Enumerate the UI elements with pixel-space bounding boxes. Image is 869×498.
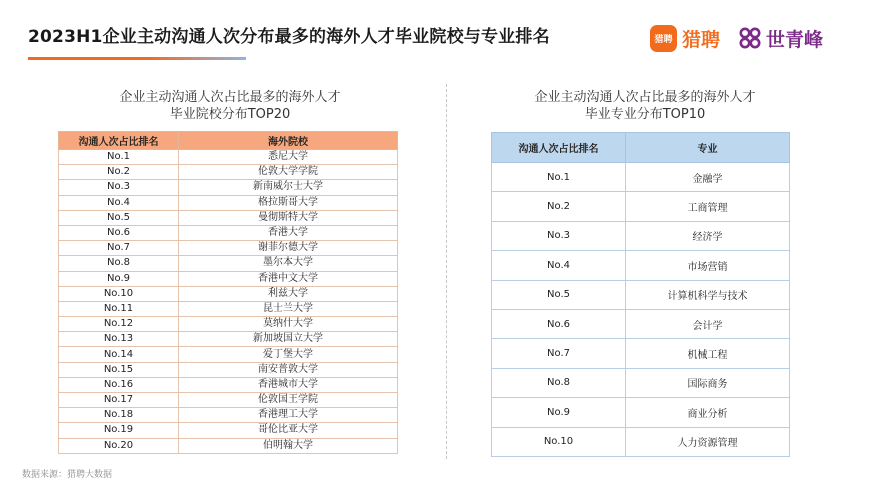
major-row-name-cell: 国际商务 (626, 368, 790, 397)
school-row (59, 317, 398, 332)
major-row (492, 368, 790, 397)
schools-table (58, 131, 398, 454)
majors-table-header-row (492, 133, 790, 163)
major-row-name-cell: 经济学 (626, 221, 790, 250)
shiqingfeng-logo (738, 24, 823, 52)
school-row-rank-cell: No.7 (59, 241, 179, 256)
left-caption (60, 89, 400, 123)
schools-header-school: 海外院校 (179, 132, 398, 150)
school-row (59, 408, 398, 423)
school-row-name-cell: 伦敦国王学院 (179, 393, 398, 408)
school-row-name-cell: 谢菲尔德大学 (179, 241, 398, 256)
school-row (59, 165, 398, 180)
school-row (59, 256, 398, 271)
school-row-name-cell: 伦敦大学学院 (179, 165, 398, 180)
school-row-rank-cell: No.8 (59, 256, 179, 271)
shiqingfeng-mark-icon (738, 26, 762, 50)
school-row-rank-cell: No.6 (59, 225, 179, 240)
school-row-name-cell: 墨尔本大学 (179, 256, 398, 271)
school-row (59, 332, 398, 347)
school-row-rank-cell: No.1 (59, 150, 179, 165)
school-row-name-cell: 莫纳什大学 (179, 317, 398, 332)
major-row (492, 339, 790, 368)
school-row (59, 180, 398, 195)
school-row-rank-cell: No.18 (59, 408, 179, 423)
school-row-name-cell: 新加坡国立大学 (179, 332, 398, 347)
major-row-name-cell: 人力资源管理 (626, 427, 790, 456)
school-row-rank-cell: No.3 (59, 180, 179, 195)
school-row (59, 438, 398, 453)
school-row-name-cell: 香港大学 (179, 225, 398, 240)
school-row-name-cell: 香港理工大学 (179, 408, 398, 423)
school-row-name-cell: 哥伦比亚大学 (179, 423, 398, 438)
major-row (492, 163, 790, 192)
left-caption-line1: 企业主动沟通人次占比最多的海外人才 (119, 90, 341, 105)
major-row-name-cell: 市场营销 (626, 251, 790, 280)
page-title: 2023H1企业主动沟通人次分布最多的海外人才毕业院校与专业排名 (28, 27, 550, 47)
school-row (59, 210, 398, 225)
major-row-name-cell: 机械工程 (626, 339, 790, 368)
school-row (59, 286, 398, 301)
liepin-logo-text: 猎聘 (682, 28, 721, 51)
school-row (59, 225, 398, 240)
school-row-name-cell: 昆士兰大学 (179, 301, 398, 316)
school-row (59, 393, 398, 408)
shiqingfeng-logo-text: 世青峰 (766, 28, 824, 51)
school-row (59, 377, 398, 392)
school-row (59, 423, 398, 438)
school-row-rank-cell: No.20 (59, 438, 179, 453)
school-row-rank-cell: No.19 (59, 423, 179, 438)
school-row (59, 362, 398, 377)
title-underline (28, 57, 246, 60)
school-row (59, 150, 398, 165)
major-row-name-cell: 商业分析 (626, 398, 790, 427)
major-row (492, 309, 790, 338)
school-row-name-cell: 爱丁堡大学 (179, 347, 398, 362)
school-row-name-cell: 格拉斯哥大学 (179, 195, 398, 210)
school-row-name-cell: 曼彻斯特大学 (179, 210, 398, 225)
majors-header-major: 专业 (626, 133, 790, 163)
school-row-rank-cell: No.2 (59, 165, 179, 180)
major-row (492, 192, 790, 221)
school-row (59, 195, 398, 210)
liepin-logo-mark: 猎聘 (650, 25, 677, 52)
schools-header-rank: 沟通人次占比排名 (59, 132, 179, 150)
school-row-rank-cell: No.10 (59, 286, 179, 301)
data-source-note: 数据来源：猎聘大数据 (22, 470, 113, 480)
major-row-rank-cell: No.2 (492, 192, 626, 221)
right-caption-line2: 毕业专业分布TOP10 (584, 107, 706, 122)
major-row-rank-cell: No.4 (492, 251, 626, 280)
majors-table (491, 132, 790, 457)
schools-table-header-row (59, 132, 398, 150)
school-row-name-cell: 南安普敦大学 (179, 362, 398, 377)
school-row-rank-cell: No.11 (59, 301, 179, 316)
major-row (492, 221, 790, 250)
panel-divider (446, 84, 447, 459)
major-row-rank-cell: No.7 (492, 339, 626, 368)
liepin-logo (650, 24, 720, 52)
major-row-name-cell: 工商管理 (626, 192, 790, 221)
school-row (59, 271, 398, 286)
major-row-name-cell: 金融学 (626, 163, 790, 192)
major-row (492, 280, 790, 309)
major-row-rank-cell: No.9 (492, 398, 626, 427)
right-caption-line1: 企业主动沟通人次占比最多的海外人才 (534, 90, 756, 105)
major-row-name-cell: 计算机科学与技术 (626, 280, 790, 309)
right-caption (470, 89, 820, 123)
school-row-rank-cell: No.17 (59, 393, 179, 408)
school-row-rank-cell: No.13 (59, 332, 179, 347)
school-row-rank-cell: No.16 (59, 377, 179, 392)
school-row-rank-cell: No.5 (59, 210, 179, 225)
school-row-name-cell: 新南威尔士大学 (179, 180, 398, 195)
major-row (492, 398, 790, 427)
school-row (59, 241, 398, 256)
school-row-rank-cell: No.4 (59, 195, 179, 210)
left-caption-line2: 毕业院校分布TOP20 (169, 107, 291, 122)
major-row (492, 427, 790, 456)
school-row-name-cell: 香港城市大学 (179, 377, 398, 392)
school-row (59, 301, 398, 316)
major-row-rank-cell: No.1 (492, 163, 626, 192)
school-row-name-cell: 伯明翰大学 (179, 438, 398, 453)
major-row-rank-cell: No.6 (492, 309, 626, 338)
school-row-rank-cell: No.12 (59, 317, 179, 332)
major-row-rank-cell: No.3 (492, 221, 626, 250)
majors-header-rank: 沟通人次占比排名 (492, 133, 626, 163)
school-row (59, 347, 398, 362)
major-row (492, 251, 790, 280)
major-row-name-cell: 会计学 (626, 309, 790, 338)
school-row-rank-cell: No.15 (59, 362, 179, 377)
school-row-rank-cell: No.9 (59, 271, 179, 286)
major-row-rank-cell: No.10 (492, 427, 626, 456)
school-row-name-cell: 利兹大学 (179, 286, 398, 301)
school-row-rank-cell: No.14 (59, 347, 179, 362)
major-row-rank-cell: No.8 (492, 368, 626, 397)
school-row-name-cell: 悉尼大学 (179, 150, 398, 165)
school-row-name-cell: 香港中文大学 (179, 271, 398, 286)
major-row-rank-cell: No.5 (492, 280, 626, 309)
